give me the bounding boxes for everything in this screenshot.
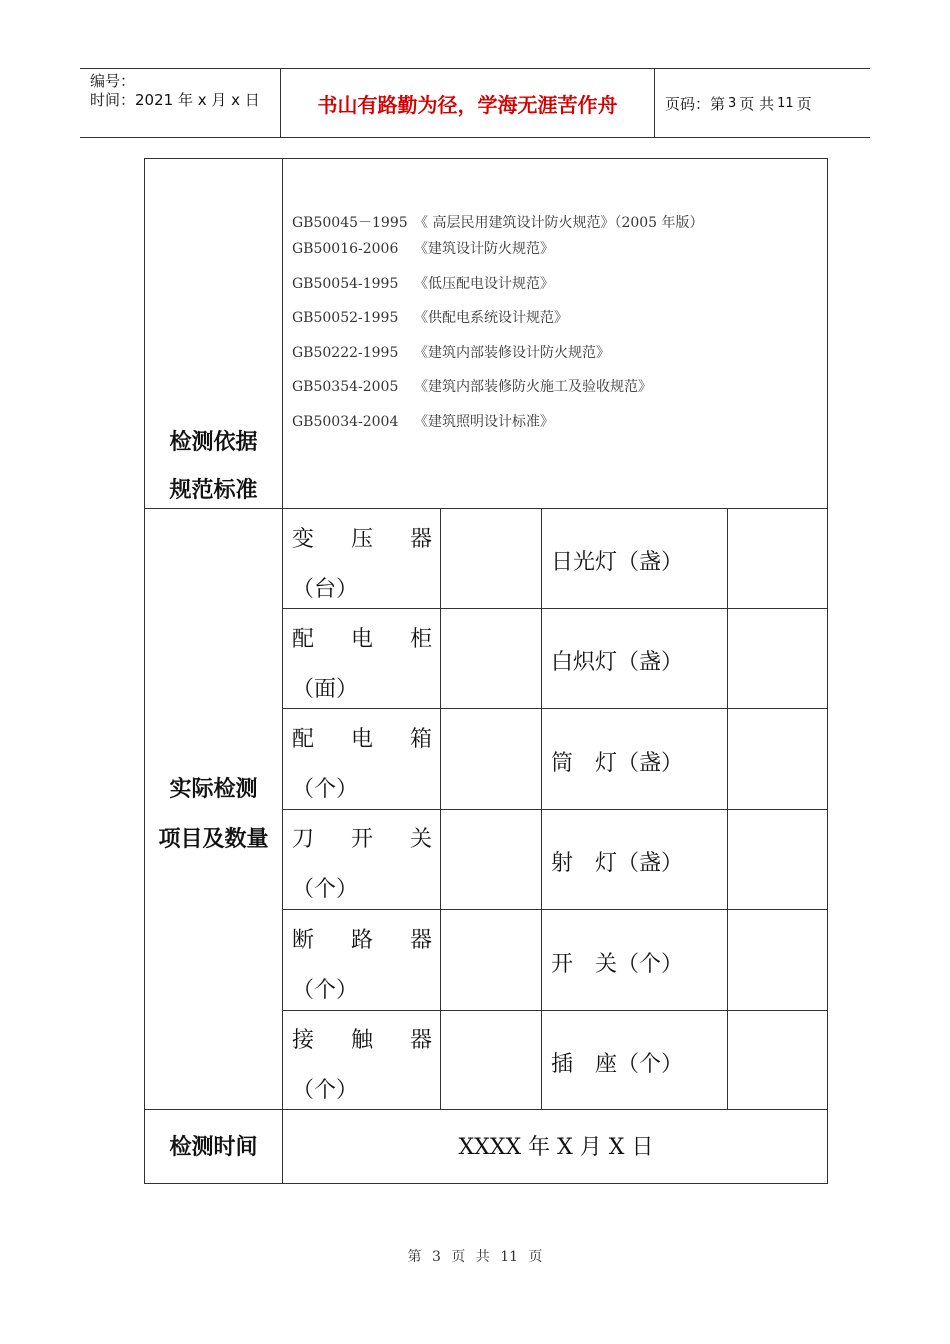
item-unit: （面） xyxy=(292,677,359,702)
item-char: 压 xyxy=(350,527,373,552)
item-socket: 插 座（个） xyxy=(551,1052,684,1077)
header-motto: 书山有路勤为径，学海无涯苦作舟 xyxy=(281,69,655,137)
item-downlight: 筒 灯（盏） xyxy=(551,751,684,776)
standard-title: 《 高层民用建筑设计防火规范》（2005 年版） xyxy=(414,215,704,231)
standard-code: GB50045－1995 xyxy=(292,215,408,231)
item-fluorescent-lamp: 日光灯（盏） xyxy=(551,550,684,575)
page-suffix: 页 xyxy=(796,94,812,113)
table-divider xyxy=(282,159,283,1183)
item-char: 箱 xyxy=(409,727,432,752)
standard-code: GB50034-2004 xyxy=(292,414,399,430)
table-divider xyxy=(283,809,827,810)
standard-code: GB50016-2006 xyxy=(292,241,399,257)
item-unit: （个） xyxy=(292,877,359,902)
standard-item xyxy=(292,212,704,232)
table-divider xyxy=(283,909,827,910)
item-char: 器 xyxy=(409,527,432,552)
item-char: 触 xyxy=(350,1028,373,1053)
page-current: 3 xyxy=(728,95,737,111)
standard-item xyxy=(292,273,554,293)
page-mid: 页 共 xyxy=(739,94,775,113)
time-row-label: 检测时间 xyxy=(169,1135,258,1160)
item-char: 关 xyxy=(409,827,432,852)
standard-item xyxy=(292,411,554,431)
standard-item xyxy=(292,307,568,327)
time-label: 时间：2021 年 x 月 x 日 xyxy=(90,91,260,109)
standard-title: 《建筑内部装修防火施工及验收规范》 xyxy=(414,379,652,395)
standard-title: 《供配电系统设计规范》 xyxy=(414,310,568,326)
inspection-date: XXXX 年 X 月 X 日 xyxy=(458,1134,654,1160)
standard-code: GB50354-2005 xyxy=(292,379,399,395)
page-header xyxy=(80,68,870,138)
item-unit: （个） xyxy=(292,777,359,802)
item-char: 电 xyxy=(350,627,373,652)
item-incandescent-lamp: 白炽灯（盏） xyxy=(551,650,684,675)
item-char: 柜 xyxy=(409,627,432,652)
number-label: 编号： xyxy=(90,72,136,90)
standards-label-line1: 检测依据 xyxy=(169,430,258,455)
standard-item xyxy=(292,238,554,258)
header-meta xyxy=(80,69,281,137)
standard-item xyxy=(292,342,610,362)
item-char: 电 xyxy=(350,727,373,752)
item-char: 器 xyxy=(409,1028,432,1053)
standard-code: GB50052-1995 xyxy=(292,310,399,326)
item-char: 接 xyxy=(292,1028,315,1053)
page-total: 11 xyxy=(777,95,794,111)
items-label-line1: 实际检测 xyxy=(169,777,258,802)
item-unit: （个） xyxy=(292,1078,359,1103)
header-page-info xyxy=(655,69,870,137)
table-divider xyxy=(283,1010,827,1011)
item-char: 器 xyxy=(409,928,432,953)
standard-code: GB50054-1995 xyxy=(292,276,399,292)
item-char: 刀 xyxy=(292,827,315,852)
page-prefix: 页码：第 xyxy=(665,94,726,113)
standard-code: GB50222-1995 xyxy=(292,345,399,361)
table-divider xyxy=(283,708,827,709)
item-spotlight: 射 灯（盏） xyxy=(551,851,684,876)
item-char: 配 xyxy=(292,727,315,752)
items-label-line2: 项目及数量 xyxy=(158,827,269,852)
item-switch: 开 关（个） xyxy=(551,952,684,977)
standard-item xyxy=(292,376,652,396)
item-unit: （台） xyxy=(292,577,359,602)
standards-label xyxy=(145,419,282,515)
items-label xyxy=(145,765,282,865)
item-char: 断 xyxy=(292,928,315,953)
standard-title: 《低压配电设计规范》 xyxy=(414,276,554,292)
standard-title: 《建筑内部装修设计防火规范》 xyxy=(414,345,610,361)
standards-label-line2: 规范标准 xyxy=(169,478,258,503)
item-char: 路 xyxy=(350,928,373,953)
item-char: 变 xyxy=(292,527,315,552)
item-char: 开 xyxy=(350,827,373,852)
item-char: 配 xyxy=(292,627,315,652)
table-divider xyxy=(283,608,827,609)
inspection-table xyxy=(144,158,828,1184)
standard-title: 《建筑设计防火规范》 xyxy=(414,241,554,257)
standard-title: 《建筑照明设计标准》 xyxy=(414,414,554,430)
page-footer: 第 3 页 共 11 页 xyxy=(407,1249,543,1265)
item-unit: （个） xyxy=(292,978,359,1003)
